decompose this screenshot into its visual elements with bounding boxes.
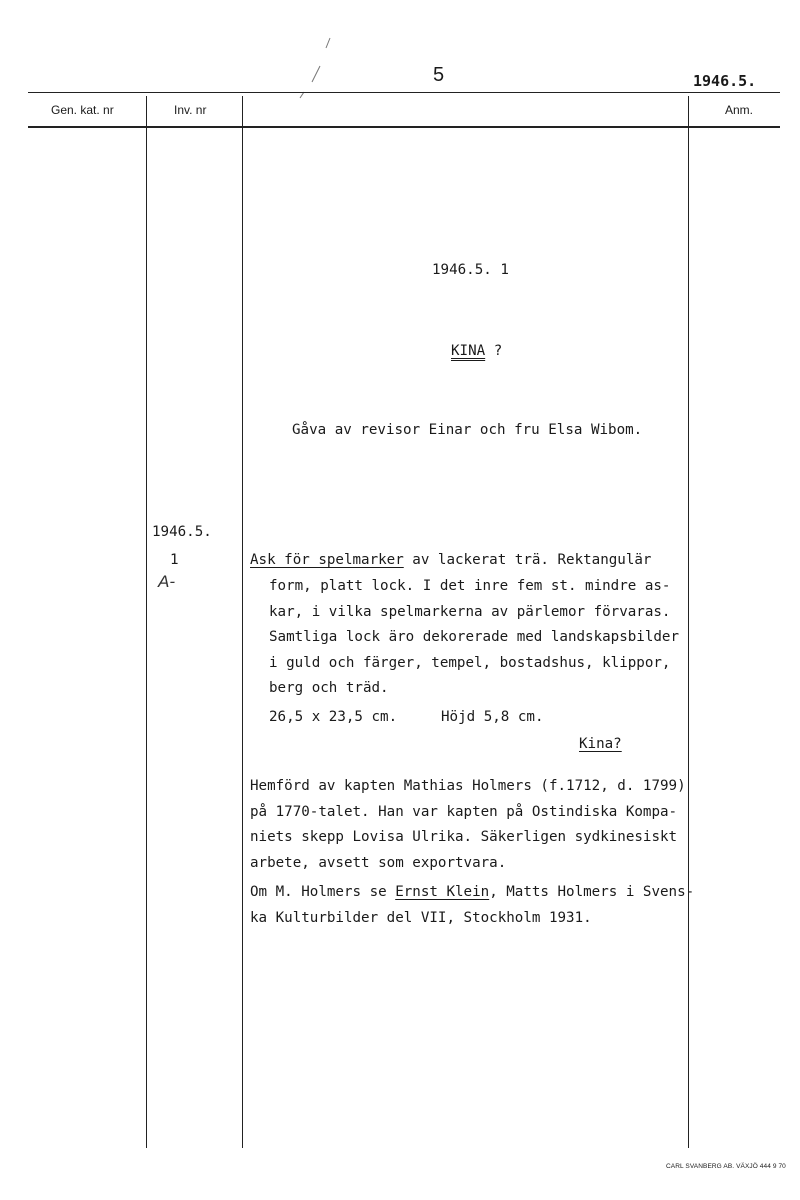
description-line: i guld och färger, tempel, bostadshus, klippor, — [269, 654, 671, 671]
reference-line-2: ka Kulturbilder del VII, Stockholm 1931. — [250, 910, 592, 926]
column-header-gen-kat-nr: Gen. kat. nr — [51, 103, 114, 117]
column-divider-3 — [688, 96, 689, 1148]
entry-heading-number: 1946.5. 1 — [432, 262, 509, 278]
description-block — [269, 578, 679, 708]
history-line: Hemförd av kapten Mathias Holmers (f.1712, d. 1799) — [250, 778, 686, 794]
description-line: form, platt lock. I det inre fem st. mindre as- — [269, 578, 671, 594]
inv-item: 1 — [170, 552, 179, 568]
pencil-mark-icon — [290, 30, 340, 100]
header-top-rule — [28, 92, 780, 93]
dimensions: 26,5 x 23,5 cm. — [269, 709, 398, 725]
history-block — [250, 778, 700, 888]
description-line: kar, i vilka spelmarkerna av pärlemor förvaras. — [269, 603, 671, 620]
history-line: niets skepp Lovisa Ulrika. Säkerligen sydkinesiskt — [250, 829, 678, 845]
description-first-rest: av lackerat trä. Rektangulär — [403, 552, 652, 568]
entry-country — [451, 343, 502, 359]
donor-line: Gåva av revisor Einar och fru Elsa Wibom. — [292, 422, 643, 438]
printer-imprint: CARL SVANBERG AB. VÄXJÖ 444 9 70 — [666, 1163, 786, 1170]
header-bottom-rule — [28, 126, 780, 128]
reference-author: Ernst Klein — [395, 884, 490, 900]
description-line: Samtliga lock äro dekorerade med landskapsbilder — [269, 629, 679, 645]
description-line: berg och träd. — [269, 680, 389, 696]
inv-number: 1946.5. — [152, 524, 212, 540]
description-line-1 — [250, 552, 651, 568]
column-header-anm: Anm. — [725, 103, 754, 117]
height: Höjd 5,8 cm. — [441, 709, 544, 725]
column-header-inv-nr: Inv. nr — [174, 103, 207, 117]
reference-rest: , Matts Holmers i Svens- — [489, 884, 695, 900]
history-line: på 1770-talet. Han var kapten på Ostindiska Kompa- — [250, 803, 678, 820]
column-divider-2 — [242, 96, 243, 1148]
country-suffix: ? — [485, 343, 503, 359]
history-line: arbete, avsett som exportvara. — [250, 854, 507, 871]
origin: Kina? — [579, 736, 622, 752]
register-number: 1946.5. — [693, 72, 757, 90]
column-divider-1 — [146, 96, 147, 1148]
country-label: KINA — [451, 343, 486, 359]
reference-line-1 — [250, 884, 694, 900]
object-name: Ask för spelmarker — [250, 552, 404, 568]
page-number: 5 — [433, 64, 445, 86]
inv-handwritten-mark: A- — [158, 572, 175, 591]
reference-prefix: Om M. Holmers se — [250, 884, 396, 900]
